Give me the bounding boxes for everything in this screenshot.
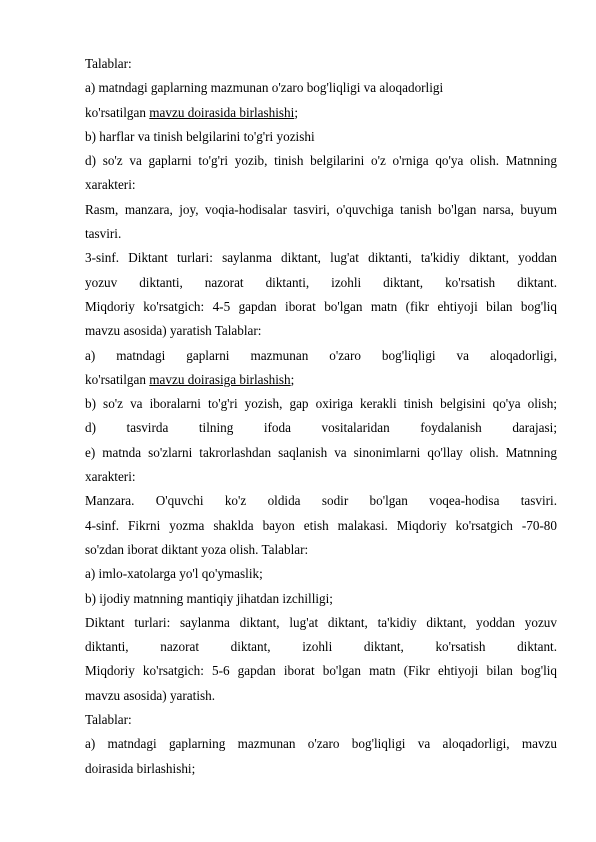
line-punctuation: ; — [290, 371, 295, 387]
text-line — [85, 611, 557, 635]
line-text: Miqdoriy ko'rsatgich: 5-6 gapdan iborat bo'lgan matn (Fikr ehtiyoji bilan bog'liq — [85, 663, 557, 679]
line-text: ko'rsatilgan — [85, 371, 150, 387]
underlined-phrase: mavzu doirasiga birlashish — [149, 371, 291, 387]
document-page — [85, 52, 557, 781]
line-text: xarakteri: — [85, 177, 136, 193]
line-text: 3-sinf. Diktant turlari: saylanma diktant, lug'at diktanti, ta'kidiy diktant, yoddan — [85, 250, 557, 266]
line-text: tasviri. — [85, 226, 122, 242]
text-line — [85, 514, 557, 538]
text-line — [85, 562, 557, 586]
line-text: Talablar: — [85, 712, 132, 728]
line-text: a) matndagi gaplarni mazmunan o'zaro bog'liqligi va aloqadorligi, — [85, 347, 557, 363]
text-line — [85, 125, 557, 149]
line-text: so'zdan iborat diktant yoza olish. Talablar: — [85, 541, 309, 557]
text-line — [85, 76, 557, 100]
text-line — [85, 708, 557, 732]
text-line — [85, 416, 557, 440]
text-line — [85, 149, 557, 173]
line-text: 4-sinf. Fikrni yozma shaklda bayon etish malakasi. Miqdoriy ko'rsatgich -70-80 — [85, 517, 557, 533]
line-text: a) matndagi gaplarning mazmunan o'zaro bog'liqligi va aloqadorligi, mavzu — [85, 736, 557, 752]
text-line — [85, 587, 557, 611]
text-line — [85, 757, 557, 781]
line-text: Miqdoriy ko'rsatgich: 4-5 gapdan iborat bo'lgan matn (fikr ehtiyoji bilan bog'liq — [85, 298, 557, 314]
line-text: a) imlo-xatolarga yo'l qo'ymaslik; — [85, 566, 263, 582]
text-line — [85, 271, 557, 295]
line-text: Diktant turlari: saylanma diktant, lug'at diktant, ta'kidiy diktant, yoddan yozuv — [85, 614, 557, 630]
text-line — [85, 319, 557, 343]
text-line — [85, 489, 557, 513]
line-text: Rasm, manzara, joy, voqia-hodisalar tasviri, o'quvchiga tanish bo'lgan narsa, buyum — [85, 201, 557, 217]
line-text: xarakteri: — [85, 469, 136, 485]
text-line — [85, 465, 557, 489]
text-line — [85, 684, 557, 708]
line-text: b) so'z va iboralarni to'g'ri yozish, gap oxiriga kerakli tinish belgisini qo'ya olish; — [85, 396, 557, 412]
text-line — [85, 732, 557, 756]
text-line — [85, 173, 557, 197]
line-text: ko'rsatilgan — [85, 104, 150, 120]
text-line — [85, 368, 557, 392]
line-text: e) matnda so'zlarni takrorlashdan saqlanish va sinonimlarni qo'llay olish. Matnning — [85, 444, 557, 460]
line-text: d) so'z va gaplarni to'g'ri yozib, tinish belgilarini o'z o'rniga qo'ya olish. Matnning — [85, 153, 557, 169]
text-line — [85, 635, 557, 659]
text-line — [85, 295, 557, 319]
line-text: mavzu asosida) yaratish. — [85, 687, 216, 703]
text-line — [85, 198, 557, 222]
text-line — [85, 659, 557, 683]
text-line — [85, 101, 557, 125]
line-text: d) tasvirda tilning ifoda vositalaridan foydalanish darajasi; — [85, 420, 557, 436]
line-text: doirasida birlashishi; — [85, 760, 196, 776]
line-punctuation: ; — [294, 104, 298, 120]
text-line — [85, 246, 557, 270]
text-line — [85, 538, 557, 562]
text-line — [85, 222, 557, 246]
line-text: b) ijodiy matnning mantiqiy jihatdan izchilligi; — [85, 590, 333, 606]
line-text: b) harflar va tinish belgilarini to'g'ri yozishi — [85, 128, 315, 144]
line-text: Manzara. O'quvchi ko'z oldida sodir bo'lgan voqea-hodisa tasviri. — [85, 493, 557, 509]
line-text: a) matndagi gaplarning mazmunan o'zaro bog'liqligi va aloqadorligi — [85, 80, 444, 96]
line-text: mavzu asosida) yaratish Talablar: — [85, 323, 262, 339]
line-text: diktanti, nazorat diktant, izohli diktant, ko'rsatish diktant. — [85, 639, 557, 655]
text-line — [85, 441, 557, 465]
text-line — [85, 52, 557, 76]
underlined-phrase: mavzu doirasida birlashishi — [149, 104, 295, 120]
line-text: Talablar: — [85, 56, 132, 71]
text-line — [85, 344, 557, 368]
text-line — [85, 392, 557, 416]
line-text: yozuv diktanti, nazorat diktanti, izohli diktant, ko'rsatish diktant. — [85, 274, 557, 290]
